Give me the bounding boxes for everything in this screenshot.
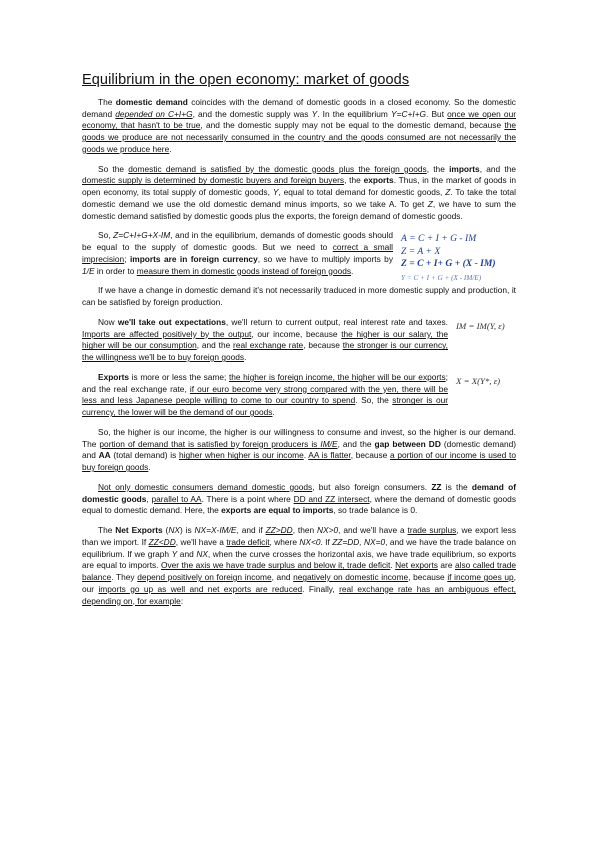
paragraph-domestic-demand: The domestic demand coincides with the demand of domestic goods in a closed economy. So the domestic demand depended on C+I+G, and the domestic supply was Y. In the equilibrium Y=C+I+G. But once we open our economy, that hasn't to be true, and the domestic supply may not be equal to the domestic demand, because the goods we produce are not necessarily consumed in the country and the goods consumed are not necessarily the goods we produce here. bbox=[82, 97, 516, 154]
imports-section bbox=[82, 317, 516, 372]
exports-formula: X = X(Y*, ε) bbox=[456, 376, 501, 386]
imports-formula: IM = IM(Y, ε) bbox=[456, 321, 505, 331]
equation-list bbox=[401, 233, 516, 284]
equation-a: A = C + I + G - IM bbox=[401, 233, 477, 245]
paragraph-imprecision: So, Z=C+I+G+X-IM, and in the equilibrium, demands of domestic goods should be equal to the supply of domestic goods. But we need to correct a small imprecision; imports are in foreign currency, so we have to multiply imports by 1/E in order to measure them in domestic goods instead of foreign goods. bbox=[82, 230, 393, 276]
paragraph-zz-demand: Not only domestic consumers demand domestic goods, but also foreign consumers. ZZ is the demand of domestic goods, parallel to AA. There is a point where DD and ZZ intersect, where the demand of domestic goods equal to domestic demand. Here, the exports are equal to imports, so trade balance is 0. bbox=[82, 482, 516, 516]
equation-z: Z = A + X bbox=[401, 245, 441, 257]
equation-z-expanded: Z = C + I+ G + (X - IM) bbox=[401, 257, 496, 269]
paragraph-demand-change: If we have a change in domestic demand it's not necessarily traduced in more domestic supply and production, it can be satisfied by foreign production. bbox=[82, 285, 516, 308]
paragraph-exports: Exports is more or less the same; the higher is foreign income, the higher will be our exports; and the real exchange rate, if our euro become very strong compared with the yen, there will be less and less Japanese people willing to come to our country to spend. So, the stronger is our currency, the lower will be the demand of our goods. bbox=[82, 372, 449, 418]
page-title: Equilibrium in the open economy: market of goods bbox=[82, 72, 410, 88]
equation-section bbox=[82, 230, 516, 285]
paragraph-income: So, the higher is our income, the higher is our willingness to consume and invest, so the higher is our demand. The portion of demand that is satisfied by foreign producers is IM/E, and the gap between DD (domestic demand) and AA (total demand) is higher when higher is our income. AA is flatter, because a portion of our income is used to buy foreign goods. bbox=[82, 427, 517, 473]
exports-section bbox=[82, 372, 516, 427]
equation-y: Y = C + I + G + (X - IM/E) bbox=[401, 274, 482, 283]
paragraph-open-economy: So the domestic demand is satisfied by the domestic goods plus the foreign goods, the imports, and the domestic supply is determined by domestic buyers and foreign buyers, the exports. Thus, in the market of goods in open economy, its total supply of domestic goods, Y, equal to total demand for domestic goods, Z. To take the total domestic demand we use the old domestic demand minus imports, so we take A. To get Z, we have to sum the domestic demand satisfied by domestic goods plus the exports, the foreign demand of domestic goods. bbox=[82, 163, 517, 221]
paragraph-net-exports: The Net Exports (NX) is NX=X-IM/E, and if ZZ>DD, then NX>0, and we'll have a trade surplus, we export less than we import. If ZZ<DD, we'll have a trade deficit, where NX<0. If ZZ=DD, NX=0, and we have the trade balance on equilibrium. If we graph Y and NX, when the curve crosses the horizontal axis, we have trade equilibrium, so exports are equal to imports. Over the axis we have trade surplus and below it, trade deficit. Net exports are also called trade balance. They depend positively on foreign income, and negatively on domestic income, because if income goes up, our imports go up as well and net exports are reduced. Finally, real exchange rate has an ambiguous effect, depending on, for example: bbox=[82, 525, 517, 606]
paragraph-imports: Now we'll take out expectations, we'll return to current output, real interest rate and taxes. Imports are affected positively by the output, our income, because the higher is our salary, the higher will be our consumption, and the real exchange rate, because the stronger is our currency, the willingness we'll be to buy foreign goods. bbox=[82, 317, 448, 363]
document-page bbox=[82, 72, 516, 615]
